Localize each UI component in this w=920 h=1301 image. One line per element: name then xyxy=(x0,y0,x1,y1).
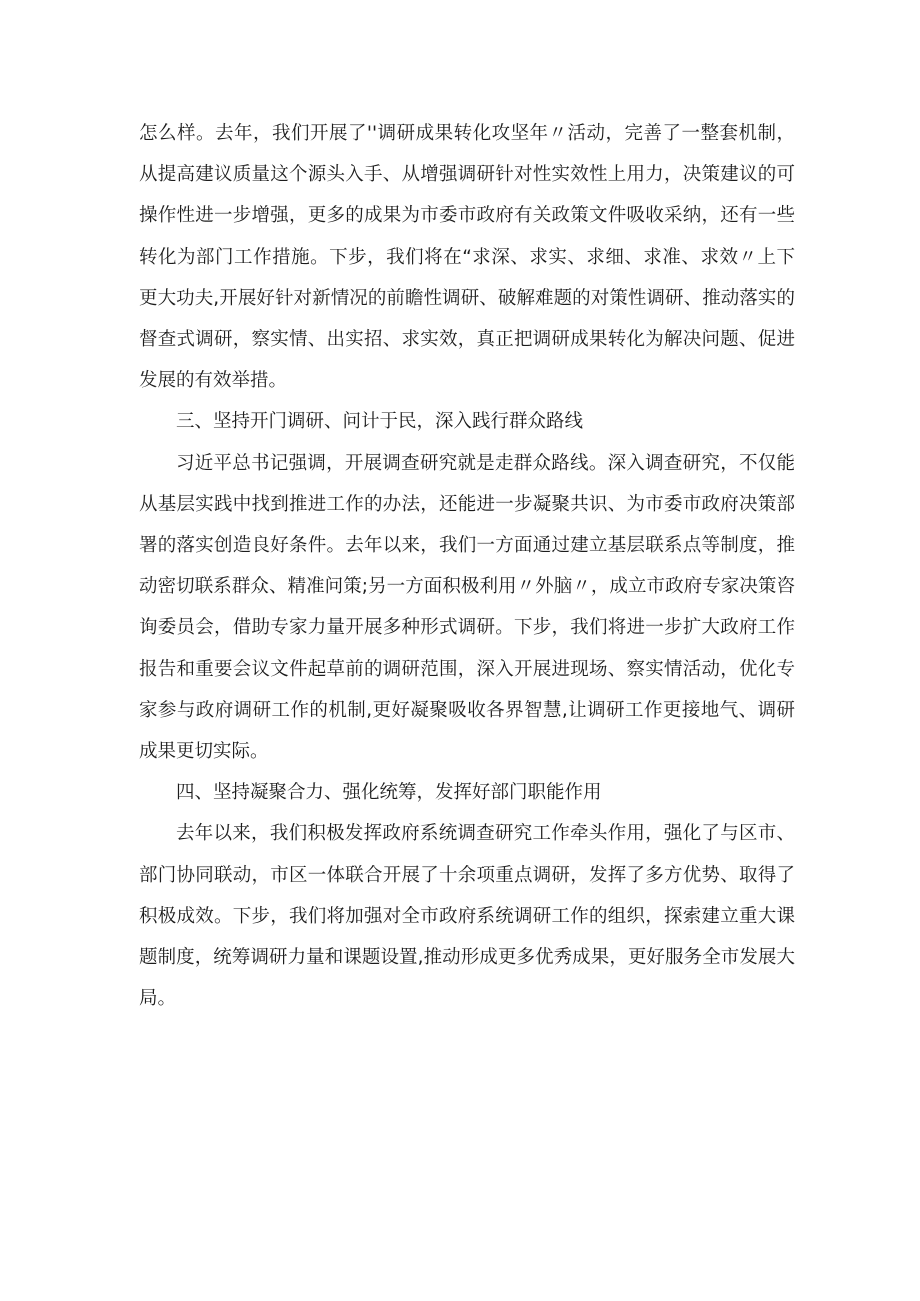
body-paragraph-continued: 怎么样。去年，我们开展了''调研成果转化攻坚年〃活动，完善了一整套机制，从提高建议质量这个源头入手、从增强调研针对性实效性上用力，决策建议的可操作性进一步增强，更多的成果为市委市政府有关政策文件吸收采纳，还有一些转化为部门工作措施。下步，我们将在“求深、求实、求细、求准、求效〃上下更大功夫,开展好针对新情况的前瞻性调研、破解难题的对策性调研、推动落实的督查式调研，察实情、出实招、求实效，真正把调研成果转化为解决问题、促进发展的有效举措。 xyxy=(139,123,795,392)
body-paragraph-section-3: 习近平总书记强调，开展调查研究就是走群众路线。深入调查研究，不仅能从基层实践中找到推进工作的办法，还能进一步凝聚共识、为市委市政府决策部署的落实创造良好条件。去年以来，我们一方面通过建立基层联系点等制度，推动密切联系群众、精准问策;另一方面积极利用〃外脑〃，成立市政府专家决策咨询委员会，借助专家力量开展多种形式调研。下步，我们将进一步扩大政府工作报告和重要会议文件起草前的调研范围，深入开展进现场、察实情活动，优化专家参与政府调研工作的机制,更好凝聚吸收各界智慧,让调研工作更接地气、调研成果更切实际。 xyxy=(139,452,795,763)
document-body xyxy=(139,113,795,1019)
body-paragraph-section-4: 去年以来，我们积极发挥政府系统调查研究工作牵头作用，强化了与区市、部门协同联动，市区一体联合开展了十余项重点调研，发挥了多方优势、取得了积极成效。下步，我们将加强对全市政府系统调研工作的组织，探索建立重大课题制度，统筹调研力量和课题设置,推动形成更多优秀成果，更好服务全市发展大局。 xyxy=(139,823,795,1010)
section-heading-3: 三、坚持开门调研、问计于民，深入践行群众路线 xyxy=(176,411,584,433)
section-heading-4: 四、坚持凝聚合力、强化统筹，发挥好部门职能作用 xyxy=(176,782,602,804)
